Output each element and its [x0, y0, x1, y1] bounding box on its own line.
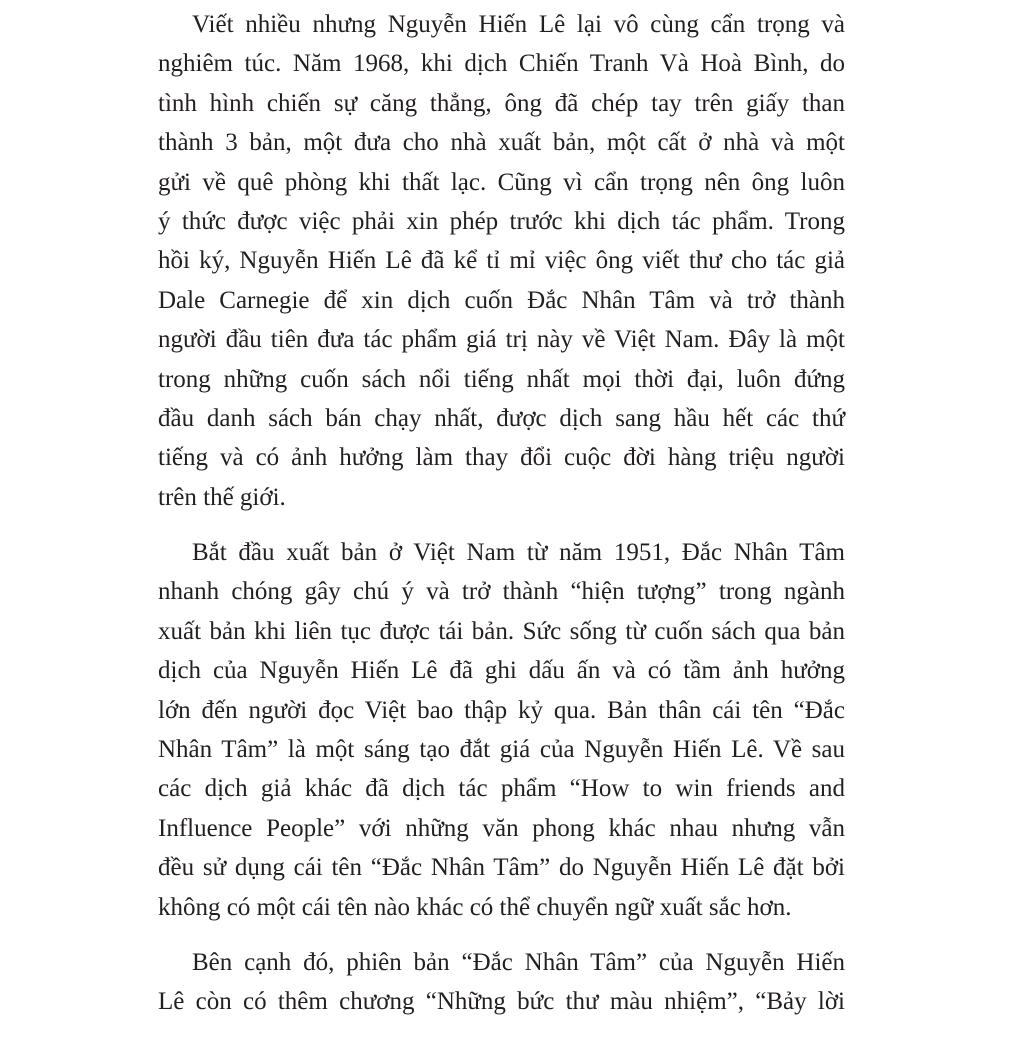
text-line: Influence People” với những văn phong khác nhau nhưng vẫn — [158, 814, 845, 842]
document-page — [158, 5, 845, 1038]
text-line: ý thức được việc phải xin phép trước khi dịch tác phẩm. Trong — [158, 207, 845, 235]
text-line: tình hình chiến sự căng thẳng, ông đã chép tay trên giấy than — [158, 89, 845, 117]
text-line: Bên cạnh đó, phiên bản “Đắc Nhân Tâm” của Nguyễn Hiến — [192, 948, 845, 976]
text-line: đầu danh sách bán chạy nhất, được dịch sang hầu hết các thứ — [158, 404, 845, 432]
text-line: Viết nhiều nhưng Nguyễn Hiến Lê lại vô cùng cẩn trọng và — [192, 11, 845, 38]
text-line: hồi ký, Nguyễn Hiến Lê đã kể tỉ mỉ việc ông viết thư cho tác giả — [158, 247, 845, 275]
text-line: lớn đến người đọc Việt bao thập kỷ qua. Bản thân cái tên “Đắc — [158, 696, 845, 724]
text-line: đều sử dụng cái tên “Đắc Nhân Tâm” do Nguyễn Hiến Lê đặt bởi — [158, 854, 845, 882]
text-line: thành 3 bản, một đưa cho nhà xuất bản, một cất ở nhà và một — [158, 129, 845, 157]
text-line: Bắt đầu xuất bản ở Việt Nam từ năm 1951, Đắc Nhân Tâm — [192, 539, 845, 567]
paragraph — [158, 5, 845, 517]
text-line: người đầu tiên đưa tác phẩm giá trị này về Việt Nam. Đây là một — [158, 326, 845, 354]
text-line: Lê còn có thêm chương “Những bức thư màu nhiệm”, “Bảy lời — [158, 988, 845, 1016]
text-line: nghiêm túc. Năm 1968, khi dịch Chiến Tranh Và Hoà Bình, do — [158, 50, 845, 78]
paragraph — [158, 533, 845, 927]
text-line: xuất bản khi liên tục được tái bản. Sức sống từ cuốn sách qua bản — [158, 617, 845, 645]
text-line: không có một cái tên nào khác có thể chuyển ngữ xuất sắc hơn. — [158, 893, 792, 921]
text-line: nhanh chóng gây chú ý và trở thành “hiện tượng” trong ngành — [158, 578, 845, 606]
paragraph — [158, 943, 845, 1022]
text-line: trên thế giới. — [158, 483, 286, 511]
text-line: gửi về quê phòng khi thất lạc. Cũng vì cẩn trọng nên ông luôn — [158, 168, 845, 196]
text-line: Nhân Tâm” là một sáng tạo đắt giá của Nguyễn Hiến Lê. Về sau — [158, 736, 845, 764]
text-line: các dịch giả khác đã dịch tác phẩm “How to win friends and — [158, 775, 845, 803]
text-line: Dale Carnegie để xin dịch cuốn Đắc Nhân Tâm và trở thành — [158, 286, 845, 314]
text-line: tiếng và có ảnh hưởng làm thay đổi cuộc đời hàng triệu người — [158, 444, 845, 472]
text-line: trong những cuốn sách nổi tiếng nhất mọi thời đại, luôn đứng — [158, 365, 845, 393]
text-line: dịch của Nguyễn Hiến Lê đã ghi dấu ấn và có tầm ảnh hưởng — [158, 657, 845, 685]
